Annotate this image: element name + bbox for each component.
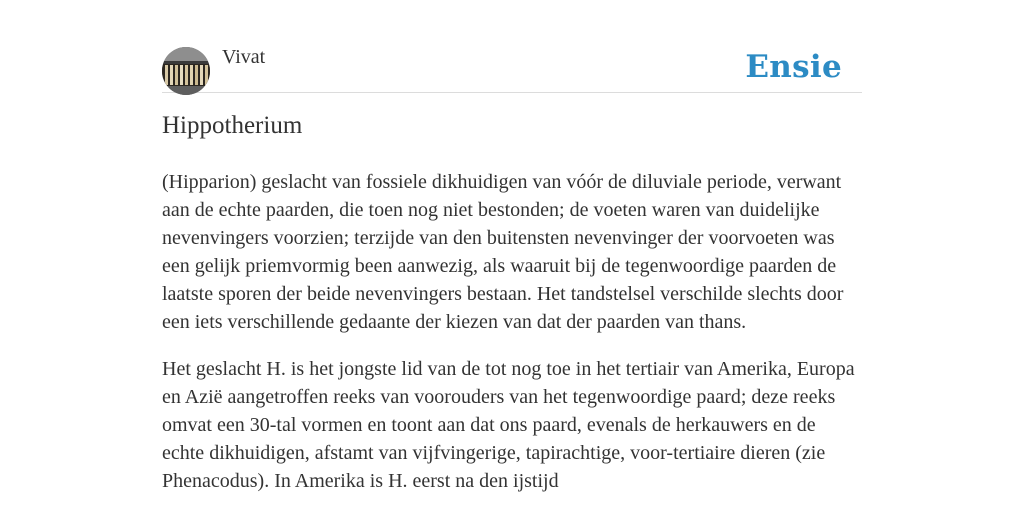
source-avatar[interactable] [162, 47, 210, 95]
article-paragraph: (Hipparion) geslacht van fossiele dikhuidigen van vóór de diluviale periode, verwant aan de echte paarden, die toen nog niet bestonden; de voeten waren van duidelijke nevenvingers voorzien; terzijde van den buitensten nevenvinger der voorvoeten was een gelijk priemvormig been aanwezig, als waaruit bij de tegenwoordige paarden de laatste sporen der beide nevenvingers bestaan. Het tandstelsel verschilde slechts door een iets verschillende gedaante der kiezen van dat der paarden van thans. [162, 171, 844, 333]
article-paragraph: Het geslacht H. is het jongste lid van de tot nog toe in het tertiair van Amerika, Europa en Azië aangetroffen reeks van voorouders van het tegenwoordige paard; deze reeks omvat een 30-tal vormen en toont aan dat ons paard, evenals de herkauwers en de echte dikhuidigen, afstamt van vijfvingerige, tapirachtige, voor-tertiaire dieren (zie Phenacodus). In Amerika is H. eerst na den ijstijd [162, 358, 855, 492]
article-body [162, 168, 862, 512]
ensie-logo[interactable]: Ensie [745, 49, 842, 85]
site-header [162, 46, 862, 93]
source-name-link[interactable]: Vivat [222, 46, 266, 68]
article-title: Hippotherium [162, 112, 303, 139]
book-spines-icon [162, 47, 210, 95]
